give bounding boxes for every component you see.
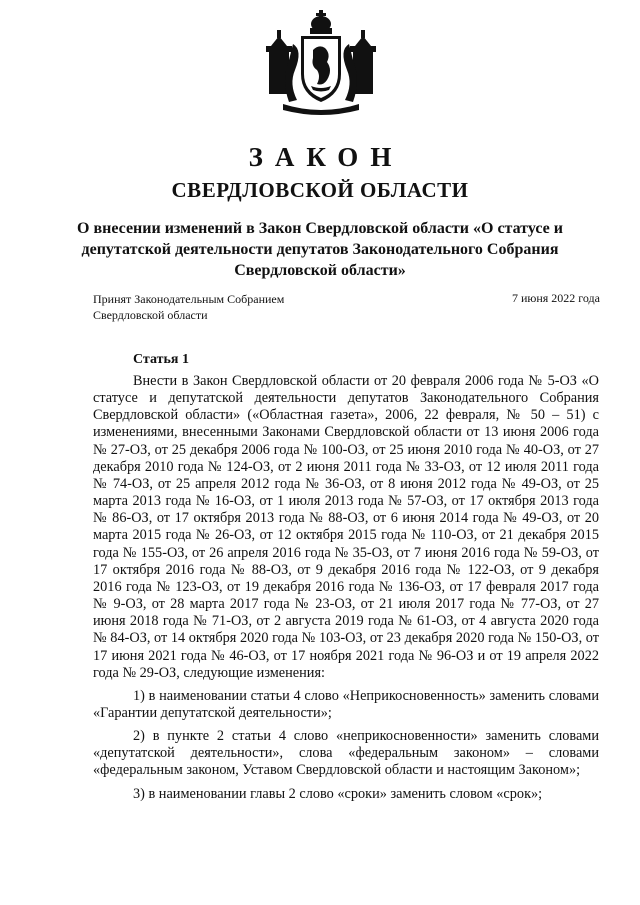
- article-paragraph: Внести в Закон Свердловской области от 20 февраля 2006 года № 5-ОЗ «О статусе и депутатской деятельности депутатов Законодательного Собрания Свердловской области» («Областная газета», 2006, 22 февраля, № 50 – 51) с изменениями, внесенными Законами Свердловской области от 13 июня 2006 года № 27-ОЗ, от 25 декабря 2006 года № 100-ОЗ, от 25 июня 2010 года № 40-ОЗ, от 27 декабря 2010 года № 124-ОЗ, от 2 июня 2011 года № 33-ОЗ, от 12 июля 2011 года № 74-ОЗ, от 25 апреля 2012 года № 36-ОЗ, от 8 июня 2012 года № 49-ОЗ, от 25 марта 2013 года № 16-ОЗ, от 1 июля 2013 года № 57-ОЗ, от 17 октября 2013 года № 86-ОЗ, от 17 октября 2013 года № 88-ОЗ, от 6 июня 2014 года № 49-ОЗ, от 20 марта 2015 года № 26-ОЗ, от 12 октября 2015 года № 110-ОЗ, от 21 декабря 2015 года № 155-ОЗ, от 26 апреля 2016 года № 35-ОЗ, от 7 июня 2016 года № 59-ОЗ, от 17 октября 2016 года № 88-ОЗ, от 9 декабря 2016 года № 122-ОЗ, от 9 декабря 2016 года № 123-ОЗ, от 19 декабря 2016 года № 136-ОЗ, от 17 февраля 2017 года № 9-ОЗ, от 28 марта 2017 года № 23-ОЗ, от 21 июля 2017 года № 77-ОЗ, от 27 июня 2018 года № 71-ОЗ, от 2 августа 2019 года № 61-ОЗ, от 4 августа 2020 года № 84-ОЗ, от 14 октября 2020 года № 103-ОЗ, от 23 декабря 2020 года № 150-ОЗ, от 17 июня 2021 года № 46-ОЗ, от 17 ноября 2021 года № 96-ОЗ и от 19 апреля 2022 года № 29-ОЗ, следующие изменения:: [93, 373, 599, 681]
- adoption-date: 7 июня 2022 года: [511, 291, 600, 305]
- document-subtitle: О внесении изменений в Закон Свердловской области «О статусе и депутатской деятельности депутатов Законодательного Собрания Свердловской области»: [77, 220, 563, 279]
- coat-of-arms-emblem: [263, 10, 379, 120]
- article-heading: Статья 1: [133, 352, 189, 367]
- adoption-line-1: Принят Законодательным Собранием: [93, 292, 285, 306]
- adoption-info: [93, 291, 284, 323]
- article-paragraph: 2) в пункте 2 статьи 4 слово «неприкосновенности» заменить словами «депутатской деятельности», слова «федеральным законом» – словами «федеральным законом, Уставом Свердловской области и настоящим Законом»;: [93, 728, 599, 779]
- article-paragraph: 3) в наименовании главы 2 слово «сроки» заменить словом «срок»;: [133, 785, 543, 802]
- document-title: ЗАКОН: [248, 142, 404, 172]
- document-region: СВЕРДЛОВСКОЙ ОБЛАСТИ: [171, 178, 469, 202]
- article-paragraph: 1) в наименовании статьи 4 слово «Неприкосновенность» заменить словами «Гарантии депутатской деятельности»;: [93, 687, 599, 721]
- adoption-line-2: Свердловской области: [93, 308, 208, 322]
- article-body: [93, 373, 599, 809]
